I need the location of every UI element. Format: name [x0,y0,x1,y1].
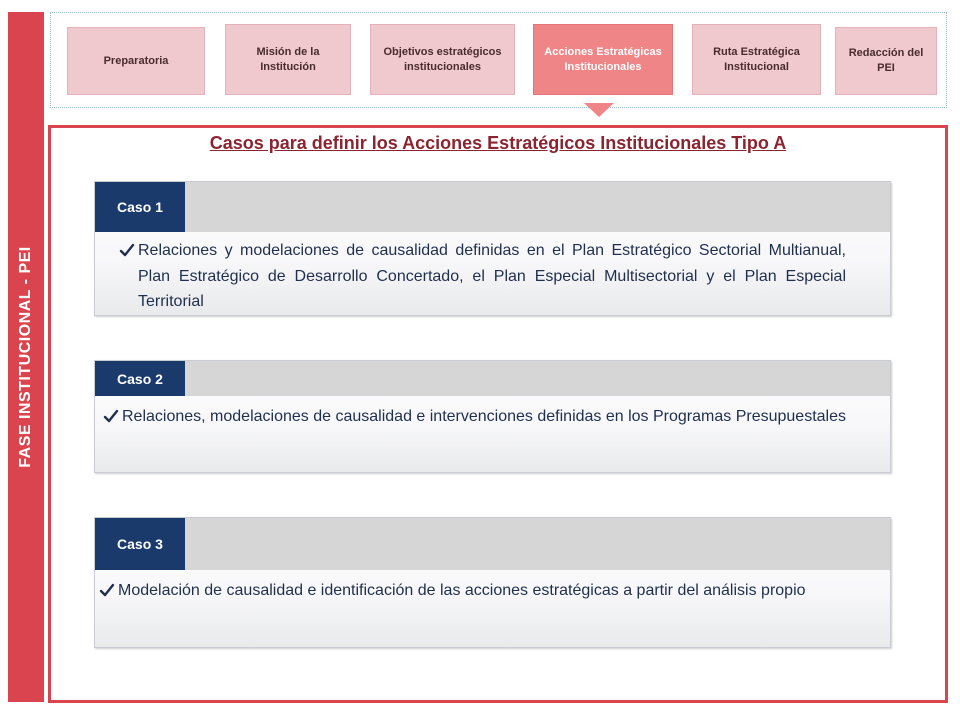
case-1-tab: Caso 1 [95,182,185,232]
stage-acciones-active[interactable]: Acciones Estratégicas Institucionales [533,24,673,95]
case-2-text: Relaciones, modelaciones de causalidad e intervenciones definidas en los Programas Presupuestales [122,408,846,425]
page-title: Casos para definir los Acciones Estratégicos Institucionales Tipo A [209,133,787,153]
case-2-card [94,360,891,473]
case-1-header [95,182,890,232]
case-3-header [95,518,890,570]
stage-objetivos[interactable]: Objetivos estratégicos institucionales [370,24,515,95]
checkmark-icon [99,582,115,598]
stage-preparatoria[interactable]: Preparatoria [67,27,205,95]
case-1-body [95,238,890,315]
case-2-body [95,404,890,430]
checkmark-icon [103,408,119,424]
stage-mision[interactable]: Misión de la Institución [225,24,351,95]
case-1-text: Relaciones y modelaciones de causalidad definidas en el Plan Estratégico Sectorial Multianual, Plan Estratégico de Desarrollo Concertado, el Plan Especial Multisectorial y el Plan Especial Territorial [138,242,846,311]
case-2-tab: Caso 2 [95,361,185,396]
case-3-body [95,578,890,604]
case-2-header [95,361,890,396]
checkmark-icon [119,242,135,258]
case-3-card [94,517,891,648]
case-3-text: Modelación de causalidad e identificación de las acciones estratégicas a partir del análisis propio [118,582,806,599]
side-label: FASE INSTITUCIONAL - PEI [17,246,34,468]
stage-redaccion[interactable]: Redacción del PEI [835,27,937,95]
active-stage-pointer [584,103,614,117]
stage-ruta[interactable]: Ruta Estratégica Institucional [692,24,821,95]
case-3-tab: Caso 3 [95,518,185,570]
case-1-card [94,181,891,316]
